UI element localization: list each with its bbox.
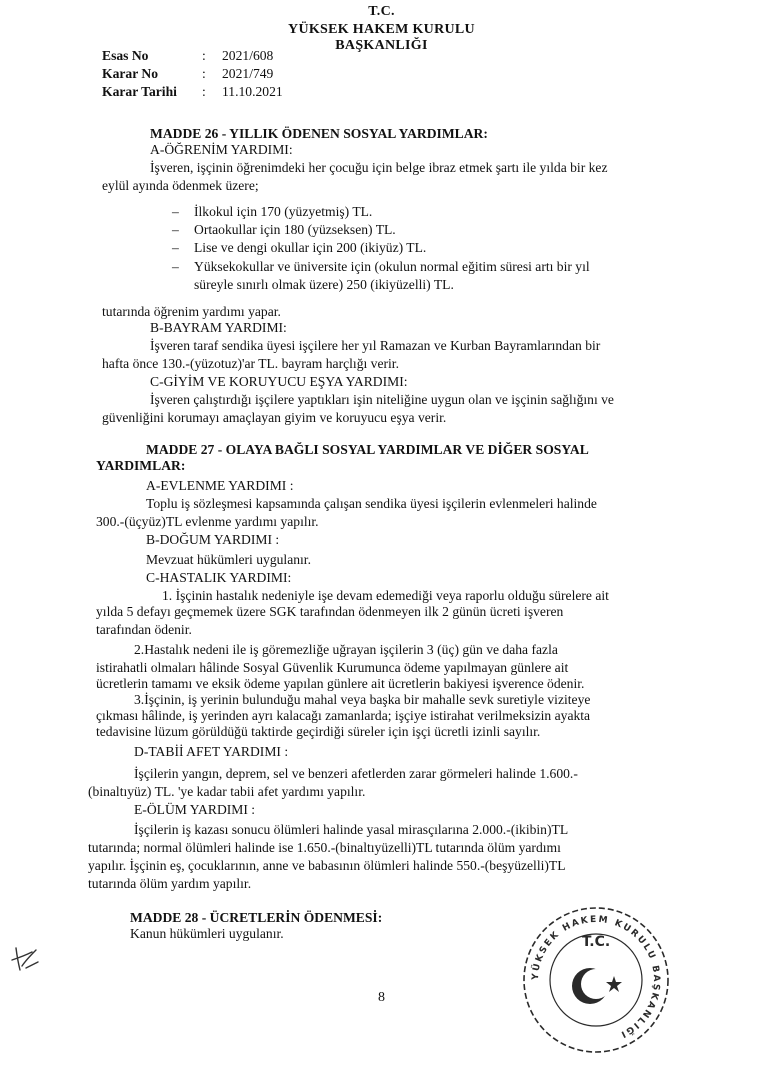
disaster-aid-text: İşçilerin yangın, deprem, sel ve benzeri afetlerden zarar görmeleri halinde 1.600.-	[134, 766, 578, 781]
stamp-top-text: T.C.	[581, 934, 611, 950]
holiday-aid-heading: B-BAYRAM YARDIMI:	[150, 320, 287, 335]
sickness-item-1: 1. İşçinin hastalık nedeniyle işe devam edemediği veya raporlu olduğu sürelere ait	[162, 588, 609, 603]
esas-value: 2021/608	[222, 48, 274, 63]
death-aid-text: tutarında; normal ölümleri halinde ise 1.650.-(binaltıyüzelli)TL tutarında ölüm yardımı	[88, 840, 561, 855]
list-item: – Ortaokullar için 180 (yüzseksen) TL.	[172, 222, 396, 237]
list-dash: –	[172, 259, 179, 274]
article-26-title: MADDE 26 - YILLIK ÖDENEN SOSYAL YARDIMLAR:	[150, 126, 488, 141]
list-dash: –	[172, 222, 179, 237]
death-aid-heading: E-ÖLÜM YARDIMI :	[134, 802, 256, 817]
article-28-title: MADDE 28 - ÜCRETLERİN ÖDENMESİ:	[130, 910, 383, 925]
karar-colon: :	[202, 66, 206, 81]
marriage-aid-text: 300.-(üçyüz)TL evlenme yardımı yapılır.	[96, 514, 319, 529]
education-aid-closing: tutarında öğrenim yardımı yapar.	[102, 304, 281, 319]
education-aid-heading: A-ÖĞRENİM YARDIMI:	[150, 142, 293, 157]
tarih-label: Karar Tarihi	[102, 84, 177, 99]
tarih-colon: :	[202, 84, 206, 99]
death-aid-text: yapılır. İşçinin eş, çocuklarının, anne ve babasının ölümleri halinde 550.-(beşyüzelli)TL	[88, 858, 566, 873]
stamp-ring-text: YÜKSEK HAKEM KURULU BAŞKANLIĞI	[530, 914, 662, 1040]
list-item: – Yüksekokullar ve üniversite için (okulun normal eğitim süresi artı bir yıl	[172, 259, 590, 274]
list-item: – Lise ve dengi okullar için 200 (ikiyüz) TL.	[172, 240, 427, 255]
list-dash: –	[172, 240, 179, 255]
education-aid-text: eylül ayında ödenmek üzere;	[102, 178, 259, 193]
disaster-aid-heading: D-TABİİ AFET YARDIMI :	[134, 744, 289, 759]
education-aid-text: İşveren, işçinin öğrenimdeki her çocuğu için belge ibraz etmek şartı ile yılda bir kez	[150, 160, 608, 175]
holiday-aid-text: hafta önce 130.-(yüzotuz)'ar TL. bayram harçlığı verir.	[102, 356, 399, 371]
sickness-item-1: tarafından ödenir.	[96, 622, 192, 637]
sickness-item-3: 3.İşçinin, iş yerinin bulunduğu mahal veya başka bir mahalle sevk suretiyle viziteye	[134, 692, 591, 707]
marriage-aid-text: Toplu iş sözleşmesi kapsamında çalışan sendika üyesi işçilerin evlenmeleri halinde	[146, 496, 597, 511]
sickness-item-3: çıkması hâlinde, iş yerinden ayrı kalacağı zamanlarda; işçiye istirahat verilmeksizin ayakta	[96, 708, 591, 723]
tarih-value: 11.10.2021	[222, 84, 283, 99]
karar-label: Karar No	[102, 66, 159, 81]
esas-colon: :	[202, 48, 206, 63]
karar-value: 2021/749	[222, 66, 274, 81]
signature-mark	[8, 946, 40, 972]
official-seal-stamp	[516, 900, 676, 1060]
page-number: 8	[378, 990, 385, 1005]
marriage-aid-heading: A-EVLENME YARDIMI :	[146, 478, 294, 493]
birth-aid-heading: B-DOĞUM YARDIMI :	[146, 532, 280, 547]
sickness-item-1: yılda 5 defayı geçmemek üzere SGK tarafından ödenmeyen ilk 2 günün ücreti işveren	[96, 604, 564, 619]
list-item-continuation: süreyle sınırlı olmak üzere) 250 (ikiyüzelli) TL.	[194, 277, 454, 292]
sickness-item-2: 2.Hastalık nedeni ile iş göremezliğe uğrayan işçilerin 3 (üç) gün ve daha fazla	[134, 642, 558, 657]
sickness-aid-heading: C-HASTALIK YARDIMI:	[146, 570, 292, 585]
article-27-title-cont: YARDIMLAR:	[96, 458, 186, 473]
header-institution: YÜKSEK HAKEM KURULU	[288, 22, 475, 37]
list-item: – İlkokul için 170 (yüzyetmiş) TL.	[172, 204, 373, 219]
disaster-aid-text: (binaltıyüz) TL. 'ye kadar tabii afet yardımı yapılır.	[88, 784, 366, 799]
header-tc: T.C.	[368, 4, 395, 18]
birth-aid-text: Mevzuat hükümleri uygulanır.	[146, 552, 311, 567]
esas-label: Esas No	[102, 48, 149, 63]
sickness-item-3: tedavisine lüzum görüldüğü taktirde geçirdiği süreler için işçi ücretli izinli sayılır.	[96, 724, 541, 739]
sickness-item-2: ücretlerin tamamı ve eksik ödeme yapılan günlere ait ücretlerin bakiyesi işverence ödenir.	[96, 676, 585, 691]
clothing-aid-heading: C-GİYİM VE KORUYUCU EŞYA YARDIMI:	[150, 374, 408, 389]
article-28-text: Kanun hükümleri uygulanır.	[130, 926, 284, 941]
death-aid-text: tutarında ölüm yardım yapılır.	[88, 876, 252, 891]
list-dash: –	[172, 204, 179, 219]
holiday-aid-text: İşveren taraf sendika üyesi işçilere her yıl Ramazan ve Kurban Bayramlarından bir	[150, 338, 601, 353]
clothing-aid-text: İşveren çalıştırdığı işçilere yaptıkları işin niteliğine uygun olan ve işçinin sağlığını ve	[150, 392, 614, 407]
article-27-title: MADDE 27 - OLAYA BAĞLI SOSYAL YARDIMLAR VE DİĞER SOSYAL	[146, 442, 589, 457]
sickness-item-2: istirahatli olmaları hâlinde Sosyal Güvenlik Kurumunca ödeme yapılmayan günlere ait	[96, 660, 569, 675]
death-aid-text: İşçilerin iş kazası sonucu ölümleri halinde yasal mirasçılarına 2.000.-(ikibin)TL	[134, 822, 569, 837]
header-presidency: BAŞKANLIĞI	[335, 38, 428, 53]
clothing-aid-text: güvenliğini korumayı amaçlayan giyim ve koruyucu eşya verir.	[102, 410, 447, 425]
